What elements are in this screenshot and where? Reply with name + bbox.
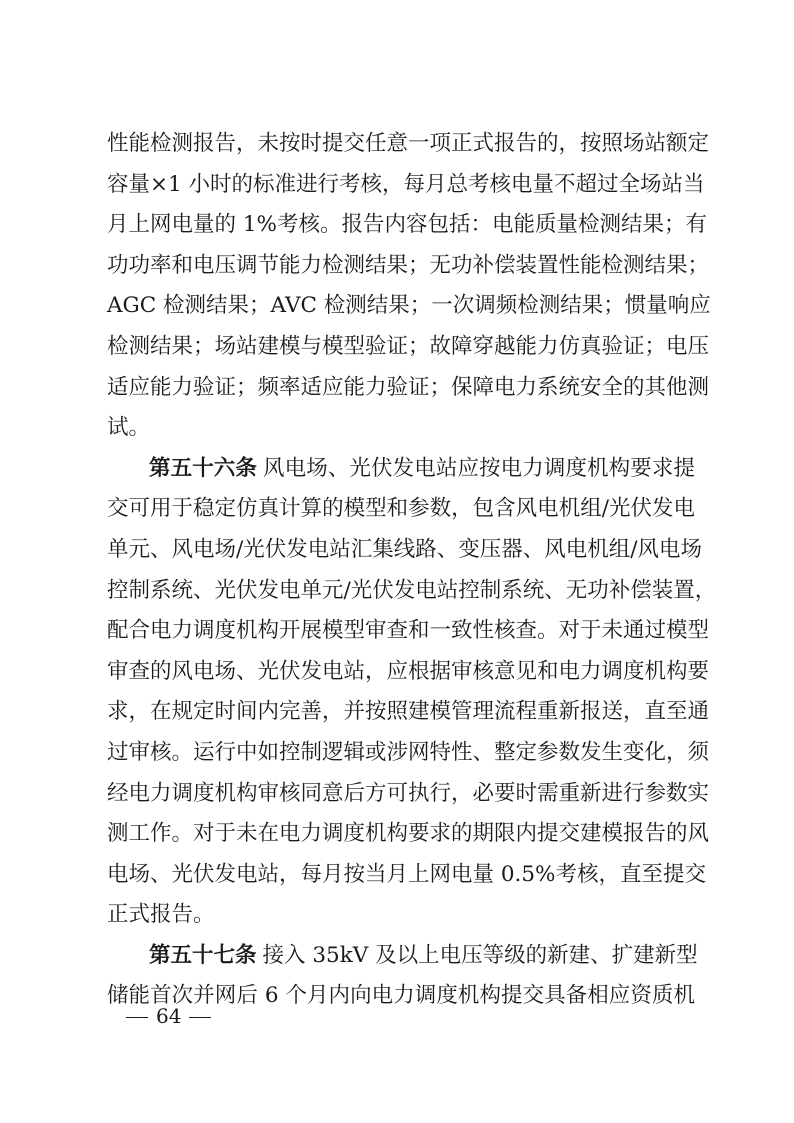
article-56-first-line	[107, 449, 695, 490]
paragraph-line: 控制系统、光伏发电单元/光伏发电站控制系统、无功补偿装置，	[107, 577, 717, 603]
paragraph-line: 正式报告。	[107, 902, 215, 928]
paragraph-line: 储能首次并网后 6 个月内向电力调度机构提交具备相应资质机	[107, 983, 695, 1009]
paragraph-line: 检测结果；场站建模与模型验证；故障穿越能力仿真验证；电压	[107, 333, 710, 359]
paragraph-line: 交可用于稳定仿真计算的模型和参数，包含风电机组/光伏发电	[107, 496, 695, 522]
paragraph-line: AGC 检测结果；AVC 检测结果；一次调频检测结果；惯量响应	[107, 293, 711, 319]
paragraph-line: 试。	[107, 415, 151, 441]
paragraph-line: 适应能力验证；频率适应能力验证；保障电力系统安全的其他测	[107, 374, 710, 400]
paragraph-line: 审查的风电场、光伏发电站，应根据审核意见和电力调度机构要	[107, 658, 710, 684]
paragraph-line: 月上网电量的 1%考核。报告内容包括：电能质量检测结果；有	[107, 212, 707, 238]
paragraph-line: 配合电力调度机构开展模型审查和一致性核查。对于未通过模型	[107, 618, 710, 644]
page-number: 64	[156, 1004, 182, 1028]
paragraph-line: 性能检测报告，未按时提交任意一项正式报告的，按照场站额定	[107, 131, 710, 156]
paragraph-line: 电场、光伏发电站，每月按当月上网电量 0.5%考核，直至提交	[107, 861, 706, 887]
article-57-heading: 第五十七条	[149, 942, 257, 968]
paragraph-line: 容量×1 小时的标准进行考核，每月总考核电量不超过全场站当	[107, 171, 705, 197]
article-56-heading: 第五十六条	[149, 455, 258, 481]
paragraph-line: 经电力调度机构审核同意后方可执行，必要时需重新进行参数实	[107, 780, 710, 806]
paragraph-line: 过审核。运行中如控制逻辑或涉网特性、整定参数发生变化，须	[107, 739, 710, 765]
article-57-first-text: 接入 35kV 及以上电压等级的新建、扩建新型	[262, 942, 698, 968]
footer-dash-left	[126, 1017, 148, 1019]
paragraph-line: 测工作。对于未在电力调度机构要求的期限内提交建模报告的风	[107, 821, 710, 847]
article-57-first-line	[107, 936, 698, 977]
paragraph-line: 求，在规定时间内完善，并按照建模管理流程重新报送，直至通	[107, 699, 710, 725]
page-footer	[118, 1004, 219, 1028]
article-56-first-text: 风电场、光伏发电站应按电力调度机构要求提	[263, 455, 695, 481]
footer-dash-right	[189, 1017, 211, 1019]
body-text	[107, 124, 717, 1017]
paragraph-line: 单元、风电场/光伏发电站汇集线路、变压器、风电机组/风电场	[107, 536, 702, 562]
paragraph-line: 功功率和电压调节能力检测结果；无功补偿装置性能检测结果；	[107, 252, 710, 278]
